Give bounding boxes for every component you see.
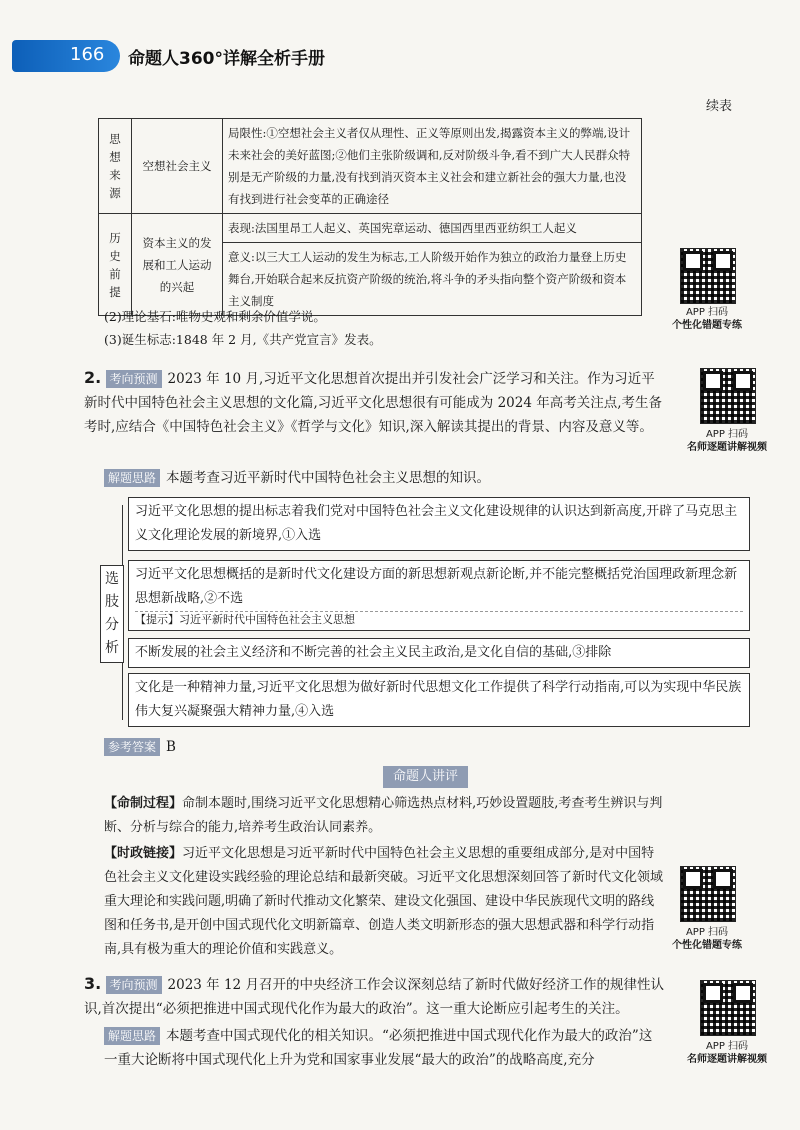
review-label: 【命制过程】 (104, 796, 183, 811)
qr-caption (662, 926, 752, 952)
review-label: 【时政链接】 (104, 846, 183, 861)
continued-label: 续表 (706, 99, 733, 114)
qr-caption-line: 名师逐题讲解视频 (687, 442, 767, 453)
table-cell-text: 表现:法国里昂工人起义、英国宪章运动、德国西里西亚纺织工人起义 (223, 214, 642, 243)
qr-code-icon[interactable] (680, 248, 736, 304)
book-title: 命题人360°详解全析手册 (128, 49, 325, 69)
side-char: 选 (105, 571, 119, 587)
page-number: 166 (70, 44, 105, 65)
answer-value: B (166, 739, 176, 755)
solution-idea (104, 466, 704, 490)
question-3 (84, 972, 664, 1021)
table-cell-text: 局限性:①空想社会主义者仅从理性、正义等原则出发,揭露资本主义的弊端,设计未来社会的美好蓝图;②他们主张阶级调和,反对阶级斗争,看不到广大人民群众特别是无产阶级的力量,没有找到消灭资本主义社会和建立新社会的强大力量,也没有找到进行社会变革的正确途径 (223, 119, 642, 214)
option-analysis-label (100, 565, 124, 663)
tag-label: 解题思路 (104, 469, 160, 487)
qr-caption-line: 名师逐题讲解视频 (687, 1054, 767, 1065)
qr-caption-line: 个性化错题专练 (672, 320, 742, 331)
review-text: 习近平文化思想是习近平新时代中国特色社会主义思想的重要组成部分,是对中国特色社会主义文化建设实践经验的理论总结和最新突破。习近平文化思想深刻回答了新时代文化领域重大理论和实践问题,明确了新时代推动文化繁荣、建设文化强国、建设中华民族现代文明的路线图和任务书,是开创中国式现代化文明新篇章、创造人类文明新形态的强大思想武器和科学行动指南,具有极为重大的理论价值和实践意义。 (104, 846, 664, 957)
qr-caption-line: APP 扫码 (685, 927, 729, 938)
review-title: 命题人讲评 (383, 766, 468, 788)
tag-label: 考向预测 (106, 370, 162, 388)
table-cell-sub: 资本主义的发展和工人运动的兴起 (132, 214, 223, 316)
qr-code-icon[interactable] (700, 980, 756, 1036)
note: (2)理论基石:唯物史观和剩余价值学说。 (104, 309, 326, 324)
question-number: 3. (84, 974, 102, 993)
table-cell-text: 意义:以三大工人运动的发生为标志,工人阶级开始作为独立的政治力量登上历史舞台,开始联合起来反抗资产阶级的统治,将斗争的矛头指向整个资产阶级和资本主义制度 (223, 243, 642, 316)
hint-text: 【提示】习近平新时代中国特色社会主义思想 (135, 611, 743, 628)
table-row (99, 214, 642, 243)
idea-text: 本题考查中国式现代化的相关知识。“必须把推进中国式现代化作为最大的政治”这一重大论断将中国式现代化上升为党和国家事业发展“最大的政治”的战略高度,充分 (104, 1028, 653, 1068)
side-char: 析 (105, 640, 119, 656)
option-box (128, 560, 750, 631)
question-number: 2. (84, 368, 102, 387)
review-text: 命制本题时,围绕习近平文化思想精心筛选热点材料,巧妙设置题肢,考查考生辨识与判断、分析与综合的能力,培养考生政治认同素养。 (104, 796, 663, 835)
tag-label: 考向预测 (106, 976, 162, 994)
qr-code-icon[interactable] (700, 368, 756, 424)
question-text: 2023 年 10 月,习近平文化思想首次提出并引发社会广泛学习和关注。作为习近平新时代中国特色社会主义思想的文化篇,习近平文化思想很有可能成为 2024 年高考关注点,考生备考时,应结合《中国特色社会主义》《哲学与文化》知识,深入解读其提出的背景、内容及意义等。 (84, 371, 663, 435)
tag-label: 解题思路 (104, 1027, 160, 1045)
option-box: 不断发展的社会主义经济和不断完善的社会主义民主政治,是文化自信的基础,③排除 (128, 638, 750, 668)
question-2 (84, 366, 664, 439)
qr-caption (662, 306, 752, 332)
table-cell-sub: 空想社会主义 (132, 119, 223, 214)
solution-idea (104, 1024, 664, 1072)
option-text: 习近平文化思想概括的是新时代文化建设方面的新思想新观点新论断,并不能完整概括党治国理政新理念新思想新战略,②不选 (135, 567, 738, 606)
table-cell-category: 思想来源 (99, 119, 132, 214)
side-char: 肢 (105, 594, 119, 610)
tag-label: 参考答案 (104, 738, 160, 756)
qr-caption (682, 428, 772, 454)
answer (104, 735, 176, 759)
qr-caption-line: APP 扫码 (705, 429, 749, 440)
table-row (99, 119, 642, 214)
option-box: 习近平文化思想的提出标志着我们党对中国特色社会主义文化建设规律的认识达到新高度,开辟了马克思主义文化理论发展的新境界,①入选 (128, 497, 750, 551)
qr-caption-line: APP 扫码 (705, 1041, 749, 1052)
note: (3)诞生标志:1848 年 2 月,《共产党宣言》发表。 (104, 332, 382, 347)
idea-text: 本题考查习近平新时代中国特色社会主义思想的知识。 (166, 470, 491, 486)
qr-code-icon[interactable] (680, 866, 736, 922)
table-cell-category: 历史前提 (99, 214, 132, 316)
qr-caption (682, 1040, 772, 1066)
qr-caption-line: 个性化错题专练 (672, 940, 742, 951)
review-p2 (104, 842, 664, 962)
content-table (98, 118, 642, 316)
qr-caption-line: APP 扫码 (685, 307, 729, 318)
side-char: 分 (105, 617, 119, 633)
review-p1 (104, 792, 664, 840)
question-text: 2023 年 12 月召开的中央经济工作会议深刻总结了新时代做好经济工作的规律性认识,首次提出“必须把推进中国式现代化作为最大的政治”。这一重大论断应引起考生的关注。 (84, 977, 664, 1017)
option-box: 文化是一种精神力量,习近平文化思想为做好新时代思想文化工作提供了科学行动指南,可以为实现中华民族伟大复兴凝聚强大精神力量,④入选 (128, 673, 750, 727)
